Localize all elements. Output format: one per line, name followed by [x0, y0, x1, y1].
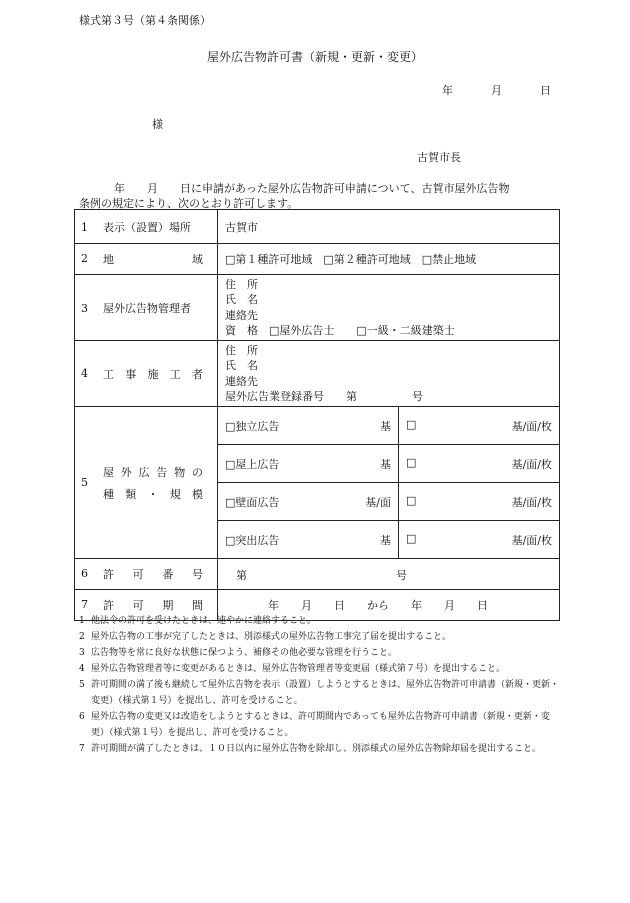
ad-other-checkbox: □: [406, 417, 417, 431]
area-value: □第１種許可地域 □第２種許可地域 □禁止地域: [218, 244, 560, 275]
row-label: 許可期間: [103, 599, 203, 612]
note-item: 5 許可期間の満了後も継続して屋外広告物を表示（設置）しようとするときは、屋外広告物許可申請書（新規・更新・変更）（様式第１号）を提出し、許可を受けること。: [79, 680, 560, 706]
row-permit-number: [75, 559, 560, 590]
row-number: 6: [81, 567, 88, 580]
ad-type-freestanding: □独立広告: [225, 419, 280, 433]
row-area: [75, 244, 560, 275]
form-number: 様式第３号（第４条関係）: [79, 14, 211, 27]
ad-unit: 基: [380, 533, 391, 547]
row-label-line2: 種類・規模: [103, 487, 203, 501]
notes-list: [79, 613, 559, 757]
permit-period-value: 年 月 日 から 年 月 日: [218, 590, 560, 621]
ad-other-unit: 基/面/枚: [511, 533, 552, 547]
row-manager: [75, 275, 560, 341]
ad-type-rooftop: □屋上広告: [225, 457, 280, 471]
row-number: 4: [81, 366, 88, 380]
row-label: 屋外広告物管理者: [103, 301, 191, 315]
manager-contact-label: 連絡先: [225, 308, 258, 322]
intro-line-2: 条例の規定により、次のとおり許可します。: [79, 197, 299, 210]
document-title: 屋外広告物許可書（新規・更新・変更）: [206, 50, 423, 64]
row-label: 表示（設置）場所: [103, 220, 191, 234]
contractor-registration-label: 屋外広告業登録番号 第 号: [225, 390, 423, 403]
row-contractor: [75, 341, 560, 407]
location-value: 古賀市: [218, 210, 560, 244]
ad-other-checkbox: □: [406, 493, 417, 507]
row-label: 許可番号: [103, 568, 203, 581]
addressee-suffix: 様: [152, 118, 163, 131]
note-item: 6 屋外広告物の変更又は改造をしようとするときは、許可期間内であっても屋外広告物許可申請書（新規・更新・変更）（様式第１号）を提出し、許可を受けること。: [79, 712, 550, 738]
manager-address-label: 住 所: [225, 277, 258, 291]
ad-type-wall: □壁面広告: [225, 495, 280, 509]
note-item: 1 他法令の許可を受けたときは、速やかに連絡すること。: [79, 616, 317, 626]
permit-number-suffix: 号: [396, 569, 407, 582]
contractor-contact-label: 連絡先: [225, 374, 258, 388]
ad-other-checkbox: □: [406, 531, 417, 545]
row-number: 7: [81, 598, 88, 611]
note-item: 2 屋外広告物の工事が完了したときは、別添様式の屋外広告物工事完了届を提出すること。: [79, 632, 452, 642]
permit-table: [74, 209, 560, 621]
ad-unit: 基: [380, 457, 391, 471]
row-number: 1: [81, 220, 88, 234]
note-item: 3 広告物等を常に良好な状態に保つよう、補修その他必要な管理を行うこと。: [79, 648, 398, 658]
date-day-label: 日: [540, 84, 551, 97]
manager-qualification-label: 資 格 □屋外広告士 □一級・二級建築士: [225, 324, 455, 337]
ad-other-unit: 基/面/枚: [511, 457, 552, 471]
ad-other-unit: 基/面/枚: [511, 495, 552, 509]
date-month-label: 月: [491, 84, 502, 97]
date-year-label: 年: [442, 84, 453, 97]
ad-type-projecting: □突出広告: [225, 533, 280, 547]
permit-number-prefix: 第: [236, 569, 247, 582]
row-number: 3: [81, 301, 88, 315]
row-label-b: 域: [192, 253, 203, 266]
contractor-address-label: 住 所: [225, 343, 258, 357]
row-label-a: 地: [103, 253, 152, 266]
row-type-size-1: [75, 407, 560, 445]
row-number: 2: [81, 252, 88, 265]
note-item: 7 許可期間が満了したときは、１０日以内に屋外広告物を除却し、別添様式の屋外広告物除却届を提出すること。: [79, 744, 542, 754]
row-label: 工事施工者: [103, 367, 203, 381]
manager-name-label: 氏 名: [225, 293, 258, 306]
row-location: [75, 210, 560, 244]
ad-unit: 基: [380, 419, 391, 433]
contractor-name-label: 氏 名: [225, 359, 258, 372]
ad-other-checkbox: □: [406, 455, 417, 469]
issuer: 古賀市長: [417, 151, 461, 164]
row-number: 5: [81, 475, 88, 489]
row-label-line1: 屋外広告物の: [103, 465, 203, 479]
note-item: 4 屋外広告物管理者等に変更があるときは、屋外広告物管理者等変更届（様式第７号）を提出すること。: [79, 664, 506, 674]
intro-line-1: 年 月 日に申請があった屋外広告物許可申請について、古賀市屋外広告物: [114, 182, 510, 195]
ad-unit: 基/面: [365, 495, 391, 509]
ad-other-unit: 基/面/枚: [511, 419, 552, 433]
